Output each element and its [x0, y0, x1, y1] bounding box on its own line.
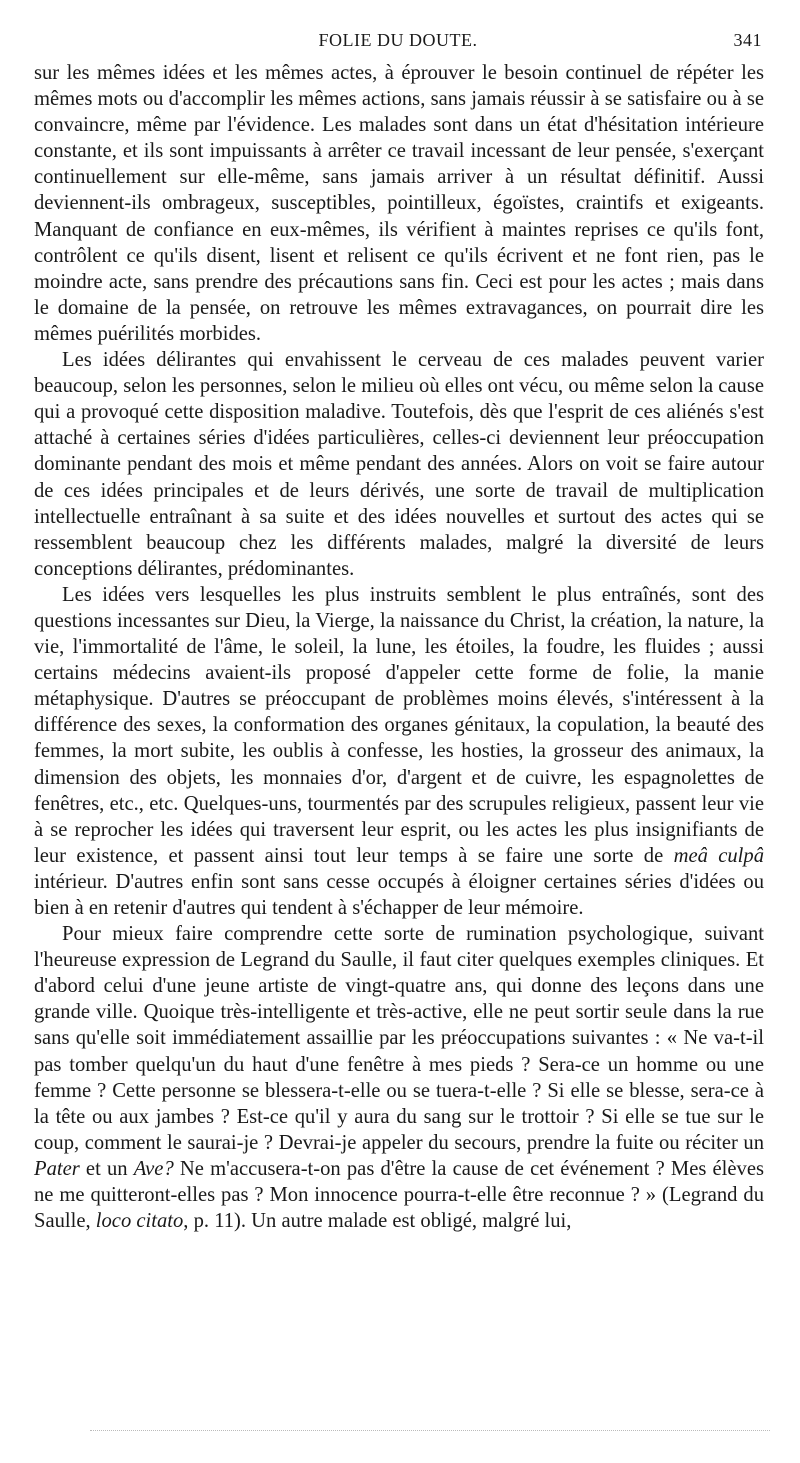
paragraph — [34, 921, 764, 1234]
paragraph-continued — [34, 60, 764, 347]
paragraph-text: et un — [79, 1157, 134, 1180]
citation-reference: loco citato — [95, 1210, 184, 1233]
paragraph-text: Les idées vers lesquelles les plus instruits semblent le plus entraînés, sont des questions incessantes sur Dieu, la Vierge, la naissance du Christ, la création, la nature, la vie, l'immortalité de l'âme, le soleil, la lune, les étoiles, la foudre, les fluides ; aussi certains médecins avaient-ils proposé d'appeler cette forme de folie, la manie métaphysique. D'autres se préoccupant de problèmes moins élevés, s'intéressent à la différence des sexes, la conformation des organes génitaux, la copulation, la beauté des femmes, la mort subite, les oublis à confesse, les hosties, la grosseur des animaux, la dimension des objets, les monnaies d'or, d'argent et de cuivre, les espagnolettes de fenêtres, etc., etc. Quelques-uns, tourmentés par des scrupules religieux, passent leur vie à se reprocher les idées qui traversent leur esprit, ou les actes les plus insignifiants de leur existence, et passent ainsi tout leur temps à se faire une sorte de — [34, 583, 764, 867]
prayer-name: Ave? — [133, 1157, 174, 1180]
latin-phrase: meâ culpâ — [673, 844, 764, 867]
running-title: FOLIE DU DOUTE. — [318, 30, 478, 50]
running-head — [34, 30, 762, 56]
body-text — [34, 60, 764, 1234]
page-number: 341 — [733, 30, 762, 50]
paragraph-text: intérieur. D'autres enfin sont sans cesse occupés à éloigner certaines séries d'idées ou bien à en retenir d'autres qui tendent à s'échapper de leur mémoire. — [34, 870, 764, 919]
paragraph-text: Ne m'accusera-t-on pas d'être la cause de cet événement ? Mes élèves ne me quitteront-elles pas ? Mon innocence pourra-t-elle être reconnue ? » (Legrand du Saulle, — [34, 1157, 764, 1233]
paragraph-text: , p. 11). Un autre malade est obligé, malgré lui, — [183, 1210, 572, 1233]
paragraph-text: sur les mêmes idées et les mêmes actes, à éprouver le besoin continuel de répéter les mêmes mots ou d'accomplir les mêmes actions, sans jamais réussir à se satisfaire ou à se convaincre, même par l'évidence. Les malades sont dans un état d'hésitation intérieure constante, et ils sont impuissants à arrêter ce travail incessant de leur pensée, s'exerçant continuellement sur elle-même, sans jamais arriver à un résultat définitif. Aussi deviennent-ils ombrageux, susceptibles, pointilleux, égoïstes, craintifs et exigeants. Manquant de confiance en eux-mêmes, ils vérifient à maintes reprises ce qu'ils font, contrôlent ce qu'ils disent, lisent et relisent ce qu'ils écrivent et ne font rien, pas le moindre acte, sans prendre des précautions sans fin. Ceci est pour les actes ; mais dans le domaine de la pensée, on retrouve les mêmes extravagances, on pourrait dire les mêmes puérilités morbides. — [34, 62, 764, 345]
paragraph-text: Les idées délirantes qui envahissent le cerveau de ces malades peuvent varier beaucoup, selon les personnes, selon le milieu où elles ont vécu, ou même selon la cause qui a provoqué cette disposition maladive. Toutefois, dès que l'esprit de ces aliénés s'est attaché à certaines séries d'idées particulières, celles-ci deviennent leur préoccupation dominante pendant des mois et même pendant des années. Alors on voit se faire autour de ces idées principales et de leurs dérivés, une sorte de travail de multiplication intellectuelle entraînant à sa suite et des idées nouvelles et surtout des actes qui se ressemblent beaucoup chez les différents malades, malgré la diversité de leurs conceptions délirantes, prédominantes. — [34, 349, 764, 580]
paragraph — [34, 582, 764, 921]
footer-divider — [90, 1430, 770, 1431]
prayer-name: Pater — [34, 1157, 80, 1180]
paragraph-text: Pour mieux faire comprendre cette sorte de rumination psychologique, suivant l'heureuse expression de Legrand du Saulle, il faut citer quelques exemples cliniques. Et d'abord celui d'une jeune artiste de vingt-quatre ans, qui donne des leçons dans une grande ville. Quoique très-intelligente et très-active, elle ne peut sortir seule dans la rue sans qu'elle soit immédiatement assaillie par les préoccupations suivantes : « Ne va-t-il pas tomber quelqu'un du haut d'une fenêtre à mes pieds ? Sera-ce un homme ou une femme ? Cette personne se blessera-t-elle ou se tuera-t-elle ? Si elle se blesse, sera-ce à la tête ou aux jambes ? Est-ce qu'il y aura du sang sur le trottoir ? Si elle se tue sur le coup, comment le saurai-je ? Devrai-je appeler du secours, prendre la fuite ou réciter un — [34, 923, 764, 1154]
paragraph — [34, 347, 764, 582]
